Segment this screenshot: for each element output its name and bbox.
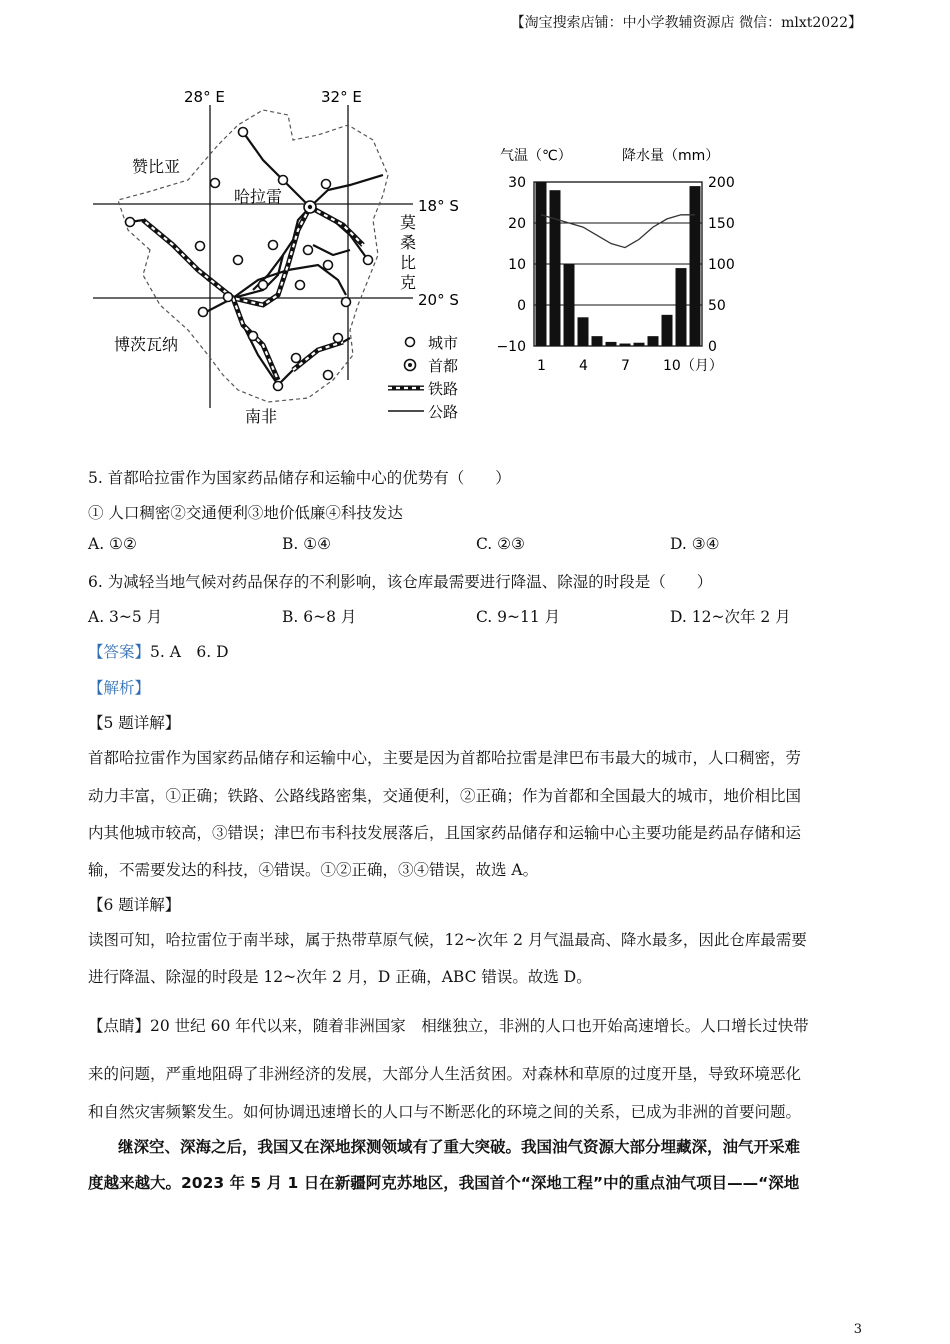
y-left-tick: −10	[496, 339, 526, 355]
capital-dot	[308, 205, 312, 209]
lat-label-20: 20° S	[418, 291, 459, 309]
precip-bar-8	[634, 343, 645, 346]
answer-label: 【答案】	[88, 643, 151, 661]
precip-bar-11	[676, 268, 687, 346]
q5-stem: 5. 首都哈拉雷作为国家药品储存和运输中心的优势有（ ）	[88, 469, 511, 487]
y-left-tick: 10	[508, 257, 526, 273]
y-left-tick: 0	[517, 298, 526, 314]
lon-label-32: 32° E	[321, 88, 362, 106]
precip-bar-4	[578, 317, 589, 346]
zimbabwe-map	[88, 80, 488, 430]
q6-option-b: B. 6~8 月	[282, 608, 357, 626]
legend-city-icon	[406, 338, 415, 347]
y-right-tick: 0	[708, 339, 717, 355]
q5-option-c: C. ②③	[476, 535, 525, 553]
d6-line-1: 读图可知，哈拉雷位于南半球，属于热带草原气候，12~次年 2 月气温最高、降水最多，因此仓库最需要	[88, 931, 807, 949]
legend-capital: 首都	[428, 357, 459, 375]
q5-items: ① 人口稠密②交通便利③地价低廉④科技发达	[88, 504, 403, 522]
precip-bar-2	[550, 190, 561, 346]
precip-bar-6	[606, 342, 617, 346]
answer-line	[88, 640, 229, 662]
x-tick: 10（月）	[663, 358, 723, 374]
d5-line-3: 内其他城市较高，③错误；津巴布韦科技发展落后，且国家药品储存和运输中心主要功能是药品存储和运	[88, 824, 802, 842]
y-right-tick: 200	[708, 175, 735, 191]
q5-option-a: A. ①②	[88, 535, 137, 553]
label-botswana: 博茨瓦纳	[114, 335, 179, 354]
d6-label: 【6 题详解】	[88, 896, 181, 914]
label-mozambique-2: 桑	[400, 233, 417, 252]
y-left-tick: 30	[508, 175, 526, 191]
x-tick: 4	[579, 358, 588, 374]
q5-option-b: B. ①④	[282, 535, 332, 553]
lat-label-18: 18° S	[418, 197, 459, 215]
label-mozambique-1: 莫	[400, 213, 417, 232]
page-number: 3	[853, 1322, 862, 1337]
lon-label-28: 28° E	[184, 88, 225, 106]
label-south-africa: 南非	[245, 407, 278, 426]
x-tick: 7	[621, 358, 630, 374]
y-left-tick: 20	[508, 216, 526, 232]
label-mozambique-3: 比	[400, 253, 417, 272]
d5-line-1: 首都哈拉雷作为国家药品储存和运输中心，主要是因为首都哈拉雷是津巴布韦最大的城市，人口稠密，劳	[88, 749, 802, 767]
d5-label: 【5 题详解】	[88, 714, 181, 732]
analysis-label: 【解析】	[88, 679, 151, 697]
q6-option-a: A. 3~5 月	[88, 608, 163, 626]
q6-option-d: D. 12~次年 2 月	[670, 608, 791, 626]
precip-bar-1	[536, 182, 547, 346]
y-right-tick: 150	[708, 216, 735, 232]
precip-bar-9	[648, 336, 659, 346]
legend-city: 城市	[428, 334, 459, 352]
tip-line-2: 来的问题，严重地阻碍了非洲经济的发展，大部分人生活贫困。对森林和草原的过度开垦，导致环境恶化	[88, 1065, 802, 1083]
temperature-line	[541, 215, 695, 248]
label-mozambique-4: 克	[400, 273, 417, 292]
tip-text-1: 20 世纪 60 年代以来，随着非洲国家 相继独立，非洲的人口也开始高速增长。人口增长过快带	[150, 1017, 809, 1035]
q6-stem: 6. 为减轻当地气候对药品保存的不利影响，该仓库最需要进行降温、除湿的时段是（ ）	[88, 573, 713, 591]
climate-chart	[490, 140, 750, 380]
y-right-tick: 50	[708, 298, 726, 314]
precip-bar-12	[690, 186, 701, 346]
label-harare: 哈拉雷	[234, 187, 283, 206]
chart-ylabel-right: 降水量（mm）	[622, 148, 720, 164]
tip-line-1	[88, 1014, 809, 1036]
passage-line-1: 继深空、深海之后，我国又在深地探测领域有了重大突破。我国油气资源大部分埋藏深，油气开采难	[118, 1138, 801, 1156]
q5-option-d: D. ③④	[670, 535, 720, 553]
d5-line-2: 动力丰富，①正确；铁路、公路线路密集，交通便利，②正确；作为首都和全国最大的城市，地价相比国	[88, 787, 802, 805]
x-tick: 1	[537, 358, 546, 374]
tip-line-3: 和自然灾害频繁发生。如何协调迅速增长的人口与不断恶化的环境之间的关系，已成为非洲的首要问题。	[88, 1103, 802, 1121]
passage-line-2: 度越来越大。2023 年 5 月 1 日在新疆阿克苏地区，我国首个“深地工程”中的重点油气项目——“深地	[88, 1174, 800, 1192]
legend-railway: 铁路	[428, 380, 459, 398]
d6-line-2: 进行降温、除湿的时段是 12~次年 2 月，D 正确，ABC 错误。故选 D。	[88, 968, 592, 986]
precip-bar-5	[592, 336, 603, 346]
d5-line-4: 输，不需要发达的科技，④错误。①②正确，③④错误，故选 A。	[88, 861, 539, 879]
label-zambia: 赞比亚	[132, 157, 181, 176]
precip-bar-7	[620, 344, 631, 346]
q6-option-c: C. 9~11 月	[476, 608, 561, 626]
page-header: 【淘宝搜索店铺：中小学教辅资源店 微信：mlxt2022】	[510, 15, 862, 31]
answer-text: 5. A 6. D	[150, 643, 229, 661]
legend-road: 公路	[428, 403, 459, 421]
precip-bar-10	[662, 315, 673, 346]
tip-label: 【点睛】	[88, 1017, 151, 1035]
precip-bar-3	[564, 264, 575, 346]
map-legend	[388, 334, 458, 421]
chart-ylabel-left: 气温（℃）	[500, 148, 572, 164]
y-right-tick: 100	[708, 257, 735, 273]
